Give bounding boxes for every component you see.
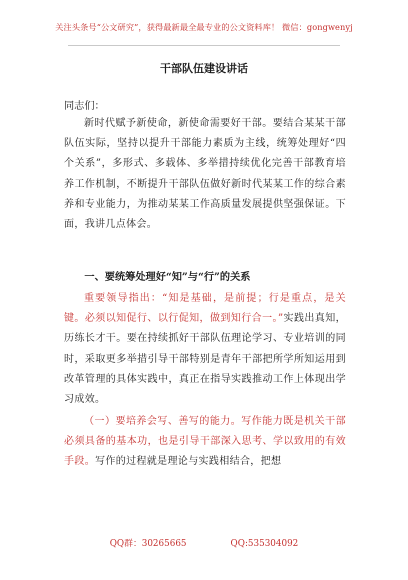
section-heading-1: 一、要统筹处理好“知”与“行”的关系 xyxy=(84,271,251,283)
subheading-highlight: （一）要培养会写、善写的能力。写作能力既是机关干部必须具备的基本功，也是引导干部深入思考、学以致用的有效手段。 xyxy=(64,416,346,468)
document-title: 干部队伍建设讲话 xyxy=(160,62,248,75)
salutation: 同志们： xyxy=(64,101,105,112)
paragraph-body: 实践出真知，历练长才干。要在持续抓好干部队伍理论学习、专业培训的同时，采取更多举措引导干部特别是青年干部把所学所知运用到改革管理的具体实践中，真正在指导实践推动工作上体现出学习成效。 xyxy=(64,313,346,406)
paragraph-knowledge-action xyxy=(64,289,346,410)
footer-qq-group: QQ群：30265665 xyxy=(109,539,187,549)
footer-qq-number: QQ:535304092 xyxy=(230,539,299,549)
paragraph-writing-ability xyxy=(64,412,346,473)
footer-contacts xyxy=(0,536,408,549)
paragraph-intro: 新时代赋予新使命，新使命需要好干部。要结合某某干部队伍实际，坚持以提升干部能力素质为主线，统筹处理好“四个关系”，多形式、多载体、多举措持续优化完善干部教育培养工作机制，不断提升干部队伍做好新时代某某工作的综合素养和专业能力，为推动某某工作高质量发展提供坚强保证。下面，我讲几点体会。 xyxy=(64,118,346,231)
header-divider xyxy=(68,45,340,46)
quote-highlight: 重要领导指出：“知是基础，是前提；行是重点，是关键。必须以知促行、以行促知，做到知行合一。” xyxy=(64,293,346,325)
header-note: 关注头条号“公文研究”，获得最新最全最专业的公文资料库！ 微信：gongwenyj xyxy=(55,22,353,32)
paragraph-body: 写作的过程就是理论与实践相结合，把想 xyxy=(95,456,282,468)
